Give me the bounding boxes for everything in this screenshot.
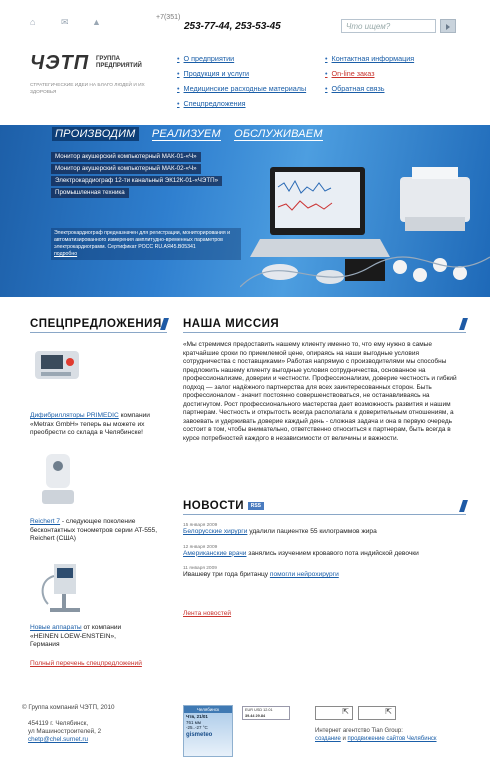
slogan-produce: ПРОИЗВОДИМ (52, 127, 139, 141)
home-icon[interactable]: ⌂ (30, 17, 36, 27)
news-date: 11 января 2009 (183, 566, 217, 572)
nav-online-order[interactable]: • On-line заказ (325, 69, 455, 78)
main-nav-left (177, 54, 317, 114)
currency-widget[interactable] (242, 706, 290, 720)
agency-link-promotion[interactable]: продвижение сайтов Челябинск (347, 736, 437, 742)
search-input[interactable]: Что ищем? (341, 19, 436, 33)
news-date: 15 января 2009 (183, 523, 218, 528)
special-link-heinen[interactable]: Новые аппараты (30, 624, 82, 631)
banner-link-mak02[interactable]: Монитор акушерский компьютерный МАК-02-«Ч» (51, 164, 201, 174)
news-link[interactable]: Белорусские хирурги (183, 528, 248, 535)
mail-icon[interactable]: ✉ (61, 17, 69, 27)
banner-link-ek12k[interactable]: Электрокардиограф 12-ти канальный ЭК12К-01-«ЧЭТП» (51, 176, 222, 186)
special-text-heinen: от компании «HEINEN LOEW-ENSTEIN», Германия (30, 624, 122, 649)
news-line (183, 528, 468, 537)
counter-badge-2[interactable]: ⇱ (358, 706, 396, 720)
nav-medical-supplies[interactable]: • Медицинские расходные материалы (177, 84, 317, 93)
logo-subtitle: ГРУППА ПРЕДПРИЯТИЙ (96, 56, 142, 69)
news-line (183, 571, 468, 580)
product-illustration (240, 147, 490, 297)
phone-prefix: +7(351) (156, 14, 181, 21)
nav-feedback[interactable]: • Обратная связь (325, 84, 455, 93)
nav-about[interactable]: • О предприятии (177, 54, 317, 63)
copyright: © Группа компаний ЧЭТП, 2010 (22, 704, 115, 711)
special-item-1 (30, 412, 160, 438)
ventilator-image (34, 560, 88, 616)
search-arrow-icon (441, 21, 455, 33)
news-line (183, 550, 468, 559)
footer-contacts (22, 704, 162, 744)
slogan-service: ОБСЛУЖИВАЕМ (234, 128, 323, 140)
news-feed-link[interactable]: Лента новостей (183, 610, 232, 617)
banner-more-link[interactable]: подробно (54, 251, 78, 257)
special-link-reichert[interactable]: Reichert 7 (30, 518, 61, 525)
news-item (183, 566, 468, 580)
tagline: СТРАТЕГИЧЕСКИЕ ИДЕИ НА БЛАГО ЛЮДЕЙ И ИХ ЗДОРОВЬЯ (30, 83, 145, 95)
footer-email[interactable]: chetp@chel.surnet.ru (28, 736, 88, 743)
phone-numbers: 253-77-44, 253-53-45 (184, 21, 281, 32)
counter-badge-1[interactable]: ⇱ (315, 706, 353, 720)
news-text: удалили пациентке 55 килограммов жира (247, 528, 377, 535)
agency-links (315, 735, 475, 743)
defibrillator-image (33, 345, 81, 383)
news-item (183, 545, 468, 559)
address-line-1: 454119 г. Челябинск, (28, 720, 89, 727)
special-text-reichert: - следующее поколение бесконтактных тонометров серии AT-555, Reichert (США) (30, 518, 158, 543)
logo[interactable] (30, 52, 160, 74)
special-text-primedic: компании «Metrax GmbH» теперь вы можете их преобрести со склада в Челябинске! (30, 412, 150, 437)
special-link-primedic[interactable]: Дифибрилляторы PRIMEDIC (30, 412, 119, 419)
nav-contacts[interactable]: • Контактная информация (325, 54, 455, 63)
slogan-sell: РЕАЛИЗУЕМ (151, 128, 221, 140)
logo-mark: ЧЭТП (30, 52, 90, 74)
weather-brand: gismeteo (186, 732, 213, 738)
special-offers-title: СПЕЦПРЕДЛОЖЕНИЯ (30, 318, 167, 333)
news-date: 12 января 2009 (183, 544, 218, 550)
nav-products[interactable]: • Продукция и услуги (177, 69, 317, 78)
agency-credit (315, 727, 475, 743)
agency-link-creation[interactable]: создание (315, 736, 341, 742)
sitemap-icon[interactable]: ▲ (92, 17, 101, 27)
nav-special[interactable]: • Спецпредложения (177, 99, 317, 108)
currency-label: EUR USD 12.01 (245, 708, 273, 712)
news-link[interactable]: Американские врачи (183, 549, 247, 557)
agency-and: и (340, 736, 348, 742)
main-nav-right (325, 54, 455, 99)
address-line-2: ул Машиностроителей, 2 (28, 728, 102, 735)
weather-day: Чтв, 21/01 (186, 714, 208, 719)
news-text: занялись изучением кровавого пота индийской девочки (246, 549, 419, 557)
news-text: Ивашеву три года британцу (183, 571, 270, 579)
special-item-3 (30, 624, 130, 650)
all-special-offers-link[interactable]: Полный перечень спецпредложений (30, 660, 142, 667)
tonometer-image (38, 450, 78, 508)
hero-banner (0, 125, 490, 297)
mission-title: НАША МИССИЯ (183, 318, 466, 333)
banner-link-mak01[interactable]: Монитор акушерский компьютерный МАК-01-«Ч» (51, 152, 201, 162)
banner-description (51, 228, 241, 260)
news-item (183, 523, 468, 537)
currency-values: 39.44 29.84 (245, 714, 266, 718)
weather-temp: -25..-27 °C (186, 725, 208, 730)
weather-pressure: 761 мм (186, 720, 201, 725)
banner-link-industrial[interactable]: Промышленная техника (51, 188, 129, 198)
news-title-text: НОВОСТИ (183, 500, 245, 512)
mission-text: «Мы стремимся предоставить нашему клиенту именно то, что ему нужно в самые кратчайшие сроки по приемлемой цене, опираясь на наши выгодные условия сотрудничества с поставщиками» Работая напрямую с производителями мы способны предложить нашему клиенту выгодные условия сотрудничества, основанное на профессионализме, доверии и честности. Профессионализм, доверие честность и гибкий подход — залог надёжного партнерства для всех заинтересованных сторон. Быть профессионалом - значит постоянно совершенствоваться, не останавливаясь на достигнутом. Рост профессионального мастерства дает возможность развития и нашим партнерам. Честность и открытость всегда располагала к доверительным отношениям, а завоевать и удерживать доверие каждый день - сложная задача и она в первую очередь состоит в том, чтобы внимательно, ответственно относиться к партнерам, быть всегда в курсе потребностей каждого в независимости от величины и важности. (183, 341, 457, 443)
rss-badge[interactable]: RSS (248, 502, 264, 510)
special-item-2 (30, 518, 165, 544)
news-title (183, 500, 466, 515)
weather-widget[interactable] (183, 705, 233, 757)
banner-note-text: Электрокардиограф предназначен для регистрации, мониторирования и автоматизированного измерения амплитудно-временных параметров электрокардиограмм. Сертификат РОСС RU.АЯ45.В05341 (54, 230, 230, 250)
agency-line: Интернет агентство Tian Group: (315, 728, 403, 734)
search-button[interactable] (440, 19, 456, 33)
news-list (183, 523, 468, 588)
news-link[interactable]: помогли нейрохирурги (269, 571, 339, 579)
banner-slogan (52, 128, 333, 140)
weather-city: Челябинск (184, 706, 232, 713)
